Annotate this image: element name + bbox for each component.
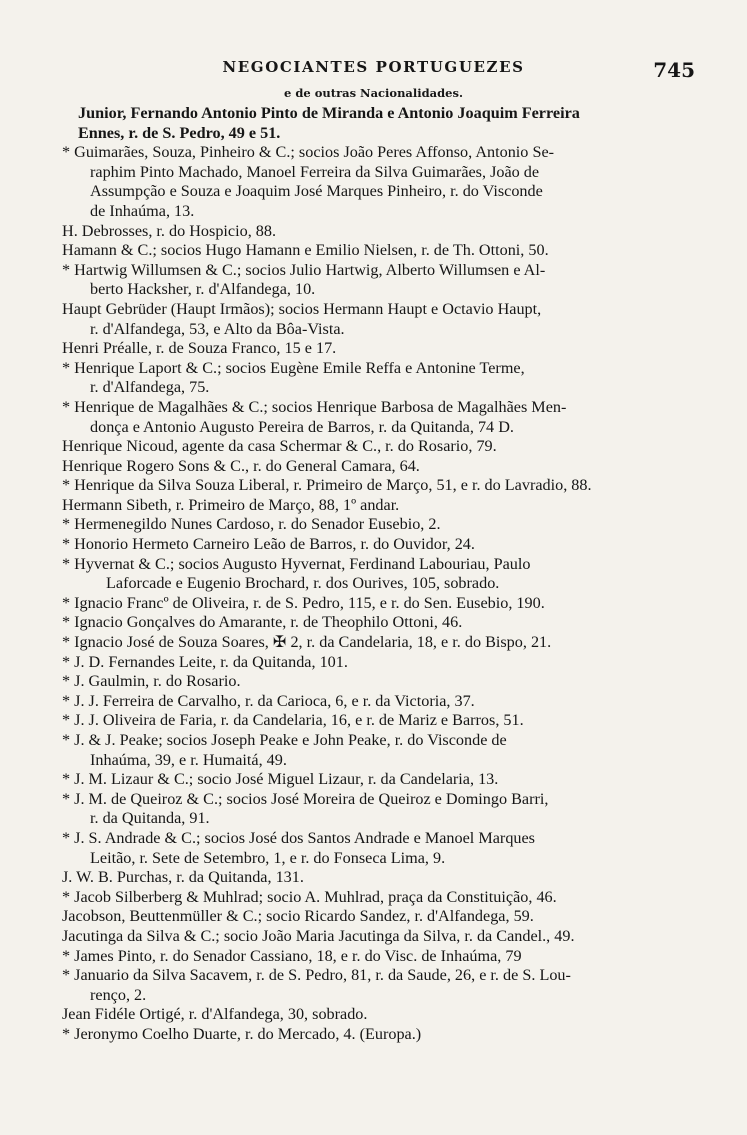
directory-line: Jacobson, Beuttenmüller & C.; socio Ricardo Sandez, r. d'Alfandega, 59. <box>62 907 534 926</box>
directory-line: * Guimarães, Souza, Pinheiro & C.; socios João Peres Affonso, Antonio Se- <box>62 143 555 162</box>
directory-line: Leitão, r. Sete de Setembro, 1, e r. do Fonseca Lima, 9. <box>90 848 446 867</box>
page-subtitle: e de outras Nacionalidades. <box>284 86 463 100</box>
directory-line: Henrique Rogero Sons & C., r. do General Camara, 64. <box>62 456 420 475</box>
directory-line: * Ignacio José de Souza Soares, ✠ 2, r. da Candelaria, 18, e r. do Bispo, 21. <box>62 633 552 652</box>
directory-line: * Jeronymo Coelho Duarte, r. do Mercado, 4. (Europa.) <box>62 1024 422 1043</box>
directory-line: * Hartwig Willumsen & C.; socios Julio Hartwig, Alberto Willumsen e Al- <box>62 260 546 279</box>
directory-line: raphim Pinto Machado, Manoel Ferreira da Silva Guimarães, João de <box>90 162 540 181</box>
directory-line: Jean Fidéle Ortigé, r. d'Alfandega, 30, sobrado. <box>62 1005 368 1024</box>
directory-line: * Ignacio Francº de Oliveira, r. de S. Pedro, 115, e r. do Sen. Eusebio, 190. <box>62 593 545 612</box>
directory-line: donça e Antonio Augusto Pereira de Barros, r. da Quitanda, 74 D. <box>90 417 514 436</box>
directory-line: * J. J. Ferreira de Carvalho, r. da Carioca, 6, e r. da Victoria, 37. <box>62 691 475 710</box>
directory-line: * Hyvernat & C.; socios Augusto Hyvernat, Ferdinand Labouriau, Paulo <box>62 554 531 573</box>
directory-line: r. da Quitanda, 91. <box>90 809 210 828</box>
directory-line: r. d'Alfandega, 75. <box>90 378 210 397</box>
directory-line: * J. & J. Peake; socios Joseph Peake e John Peake, r. do Visconde de <box>62 731 507 749</box>
directory-line: de Inhaúma, 13. <box>90 201 195 220</box>
directory-line: * J. M. Lizaur & C.; socio José Miguel Lizaur, r. da Candelaria, 13. <box>62 770 499 789</box>
directory-line: Hermann Sibeth, r. Primeiro de Março, 88, 1º andar. <box>62 495 400 514</box>
directory-line: Hamann & C.; socios Hugo Hamann e Emilio Nielsen, r. de Th. Ottoni, 50. <box>62 241 549 260</box>
directory-line: Ennes, r. de S. Pedro, 49 e 51. <box>78 123 281 142</box>
directory-line: Junior, Fernando Antonio Pinto de Miranda e Antonio Joaquim Ferreira <box>78 104 580 122</box>
directory-entries <box>62 104 708 1045</box>
directory-line: Haupt Gebrüder (Haupt Irmãos); socios Hermann Haupt e Octavio Haupt, <box>62 299 542 318</box>
directory-line: Henrique Nicoud, agente da casa Schermar & C., r. do Rosario, 79. <box>62 437 497 456</box>
directory-line: * J. J. Oliveira de Faria, r. da Candelaria, 16, e r. de Mariz e Barros, 51. <box>62 711 524 730</box>
directory-line: renço, 2. <box>90 985 147 1004</box>
page-number: 745 <box>653 58 695 82</box>
directory-line: berto Hacksher, r. d'Alfandega, 10. <box>90 280 316 299</box>
directory-line: Laforcade e Eugenio Brochard, r. dos Ourives, 105, sobrado. <box>106 574 500 593</box>
page-title: NEGOCIANTES PORTUGUEZES <box>222 58 525 76</box>
directory-line: J. W. B. Purchas, r. da Quitanda, 131. <box>62 868 304 887</box>
directory-line: * Henrique da Silva Souza Liberal, r. Primeiro de Março, 51, e r. do Lavradio, 88. <box>62 476 592 495</box>
directory-line: Henri Préalle, r. de Souza Franco, 15 e 17. <box>62 339 337 358</box>
directory-line: Inhaúma, 39, e r. Humaitá, 49. <box>90 750 287 769</box>
directory-line: * Jacob Silberberg & Muhlrad; socio A. Muhlrad, praça da Constituição, 46. <box>62 887 557 906</box>
directory-line: * Henrique de Magalhães & C.; socios Henrique Barbosa de Magalhães Men- <box>62 397 567 416</box>
directory-line: * J. Gaulmin, r. do Rosario. <box>62 672 241 691</box>
directory-line: * J. M. de Queiroz & C.; socios José Moreira de Queiroz e Domingo Barri, <box>62 789 549 808</box>
directory-line: * J. D. Fernandes Leite, r. da Quitanda, 101. <box>62 652 348 671</box>
directory-line: * Hermenegildo Nunes Cardoso, r. do Senador Eusebio, 2. <box>62 515 441 534</box>
directory-line: * J. S. Andrade & C.; socios José dos Santos Andrade e Manoel Marques <box>62 828 535 847</box>
directory-line: * James Pinto, r. do Senador Cassiano, 18, e r. do Visc. de Inhaúma, 79 <box>62 946 522 965</box>
directory-line: H. Debrosses, r. do Hospicio, 88. <box>62 221 277 240</box>
directory-line: * Honorio Hermeto Carneiro Leão de Barros, r. do Ouvidor, 24. <box>62 535 475 554</box>
directory-line: * Ignacio Gonçalves do Amarante, r. de Theophilo Ottoni, 46. <box>62 613 463 632</box>
directory-line: Assumpção e Souza e Joaquim José Marques Pinheiro, r. do Visconde <box>90 182 543 201</box>
directory-line: r. d'Alfandega, 53, e Alto da Bôa-Vista. <box>90 319 345 338</box>
directory-line: * Henrique Laport & C.; socios Eugène Emile Reffa e Antonine Terme, <box>62 358 525 377</box>
directory-line: * Januario da Silva Sacavem, r. de S. Pedro, 81, r. da Saude, 26, e r. de S. Lou- <box>62 966 571 985</box>
directory-line: Jacutinga da Silva & C.; socio João Maria Jacutinga da Silva, r. da Candel., 49. <box>62 926 575 945</box>
